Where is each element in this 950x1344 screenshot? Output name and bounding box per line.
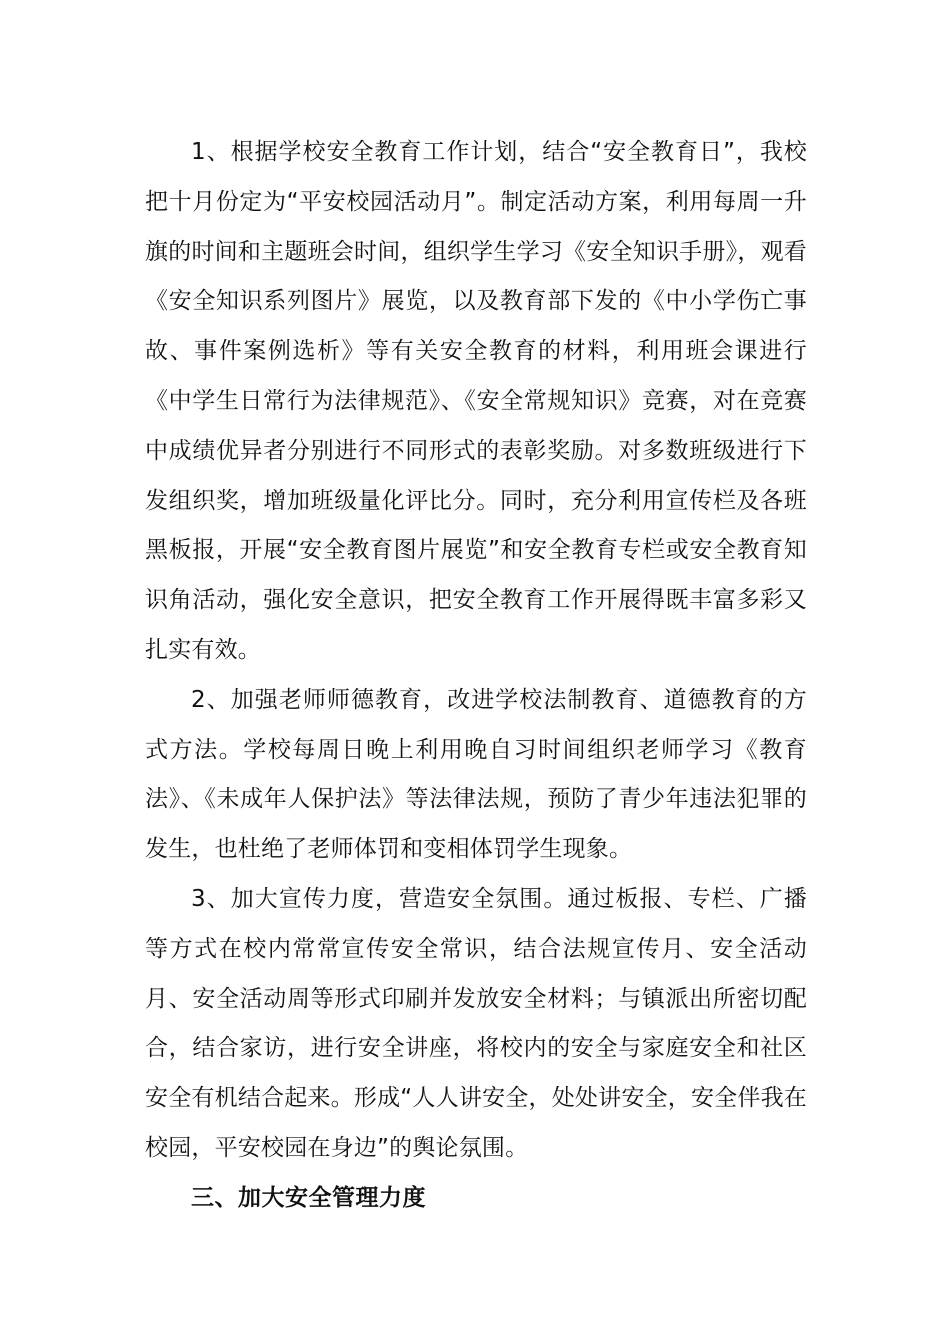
paragraph-3: 3、加大宣传力度，营造安全氛围。通过板报、专栏、广播等方式在校内常常宣传安全常识，结合法规宣传月、安全活动月、安全活动周等形式印刷并发放安全材料；与镇派出所密切配合，结合家访，进行安全讲座，将校内的安全与家庭安全和社区安全有机结合起来。形成“人人讲安全，处处讲安全，安全伴我在校园，平安校园在身边”的舆论氛围。 bbox=[145, 885, 807, 1161]
paragraph-2: 2、加强老师师德教育，改进学校法制教育、道德教育的方式方法。学校每周日晚上利用晚自习时间组织老师学习《教育法》、《未成年人保护法》等法律法规，预防了青少年违法犯罪的发生，也杜绝了老师体罚和变相体罚学生现象。 bbox=[145, 686, 807, 863]
document-page bbox=[145, 128, 807, 1224]
section-heading: 三、加大安全管理力度 bbox=[191, 1184, 426, 1211]
paragraph-1: 1、根据学校安全教育工作计划，结合“安全教育日”，我校把十月份定为“平安校园活动月”。制定活动方案，利用每周一升旗的时间和主题班会时间，组织学生学习《安全知识手册》，观看《安全知识系列图片》展览，以及教育部下发的《中小学伤亡事故、事件案例选析》等有关安全教育的材料，利用班会课进行《中学生日常行为法律规范》、《安全常规知识》竞赛，对在竞赛中成绩优异者分别进行不同形式的表彰奖励。对多数班级进行下发组织奖，增加班级量化评比分。同时，充分利用宣传栏及各班黑板报，开展“安全教育图片展览”和安全教育专栏或安全教育知识角活动，强化安全意识，把安全教育工作开展得既丰富多彩又扎实有效。 bbox=[145, 139, 807, 663]
